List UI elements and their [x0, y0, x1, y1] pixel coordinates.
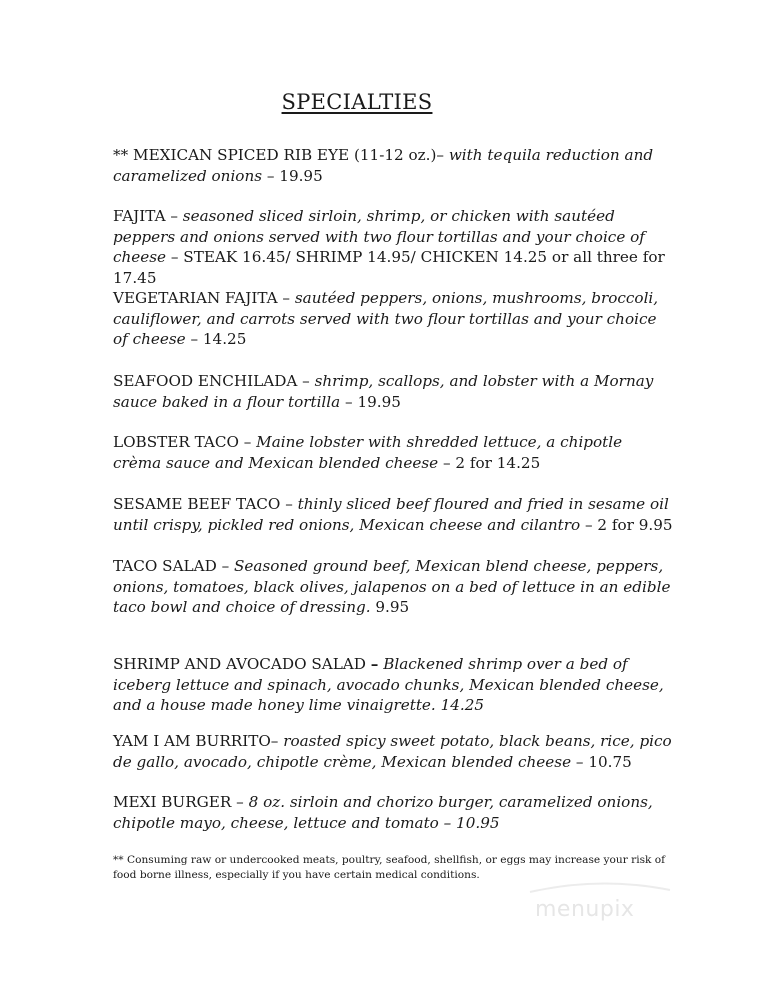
item-description: Blackened shrimp over a bed of iceberg lettuce and spinach, avocado chunks, Mexican blended cheese, and a house made honey lime vinaigrette.	[113, 655, 664, 715]
menu-item-lobster-taco	[113, 432, 673, 473]
item-price: 2 for 9.95	[597, 515, 673, 534]
menu-item-yam-burrito	[113, 731, 673, 772]
item-price: STEAK 16.45/ SHRIMP 14.95/ CHICKEN 14.25 or all three for 17.45	[113, 248, 665, 287]
item-separator: –	[571, 752, 589, 771]
item-name: YAM I AM BURRITO–	[113, 732, 284, 750]
item-description: sautéed peppers, onions, mushrooms, broccoli, cauliflower, and carrots served with two flour tortillas and your choice of cheese	[113, 289, 659, 349]
item-description: seasoned sliced sirloin, shrimp, or chicken with sautéed peppers and onions served with two flour tortillas and your choice of cheese	[113, 207, 645, 267]
item-dash: –	[370, 655, 379, 673]
item-name: LOBSTER TACO –	[113, 433, 257, 451]
item-description: Seasoned ground beef, Mexican blend cheese, peppers, onions, tomatoes, black olives, jalapenos on a bed of lettuce in an edible taco bowl and choice of dressing.	[113, 557, 671, 617]
item-price: 19.95	[279, 166, 323, 185]
menu-item-sesame-beef-taco	[113, 494, 673, 535]
item-separator: –	[185, 330, 203, 349]
menu-item-fajita	[113, 206, 673, 288]
menu-item-vegetarian-fajita	[113, 288, 673, 350]
item-name: FAJITA –	[113, 207, 183, 225]
item-separator: –	[262, 166, 280, 185]
item-price: 14.25	[202, 330, 247, 349]
item-price: 19.95	[357, 392, 401, 411]
item-description: thinly sliced beef floured and fried in sesame oil until crispy, pickled red onions, Mexican cheese and cilantro	[113, 495, 669, 534]
item-price: 9.95	[375, 598, 410, 617]
menu-item-mexi-burger	[113, 792, 673, 833]
item-description: 8 oz. sirloin and chorizo burger, caramelized onions, chipotle mayo, cheese, lettuce and tomato – 10.95	[113, 793, 653, 832]
menu-item-shrimp-avocado-salad	[113, 654, 673, 716]
item-description: with tequila reduction and caramelized onions	[113, 146, 654, 185]
item-name: SEAFOOD ENCHILADA –	[113, 372, 315, 390]
menu-item-seafood-enchilada	[113, 371, 673, 412]
menu-item-rib-eye	[113, 145, 673, 186]
item-price: 14.25	[440, 696, 485, 715]
item-separator: –	[580, 515, 598, 534]
item-description: Maine lobster with shredded lettuce, a chipotle crèma sauce and Mexican blended cheese	[113, 433, 623, 472]
item-description: roasted spicy sweet potato, black beans, rice, pico de gallo, avocado, chipotle crème, Mexican blended cheese	[113, 732, 672, 771]
item-separator: –	[166, 248, 184, 267]
item-name: MEXI BURGER –	[113, 793, 249, 811]
item-name: TACO SALAD –	[113, 557, 235, 575]
item-separator: –	[340, 392, 358, 411]
menu-item-taco-salad	[113, 556, 673, 618]
item-name: SHRIMP AND AVOCADO SALAD	[113, 655, 371, 673]
food-safety-footnote: ** Consuming raw or undercooked meats, poultry, seafood, shellfish, or eggs may increase your risk of food borne illness, especially if you have certain medical conditions.	[113, 854, 666, 881]
watermark-logo: menupix	[535, 897, 635, 922]
item-name: SESAME BEEF TACO –	[113, 495, 298, 513]
item-price: 10.75	[588, 752, 632, 771]
item-separator: –	[438, 453, 456, 472]
item-description: shrimp, scallops, and lobster with a Mornay sauce baked in a flour tortilla	[113, 372, 654, 411]
item-price: 2 for 14.25	[455, 453, 541, 472]
item-name: ** MEXICAN SPICED RIB EYE (11-12 oz.)–	[113, 146, 449, 164]
page-title: SPECIALTIES	[281, 90, 433, 114]
watermark-swoosh-icon	[525, 880, 675, 896]
item-name: VEGETARIAN FAJITA –	[113, 289, 295, 307]
